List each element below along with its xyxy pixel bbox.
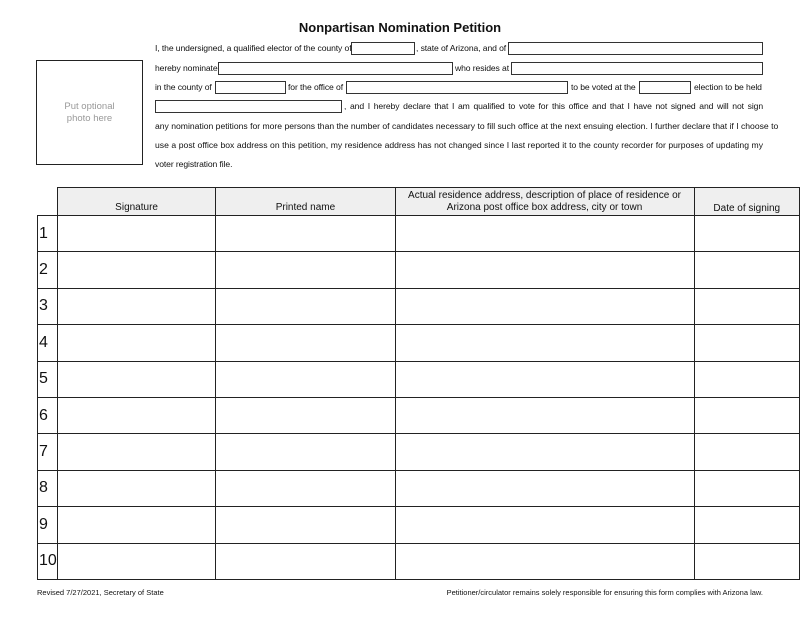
address-cell[interactable]	[395, 361, 694, 397]
page-title: Nonpartisan Nomination Petition	[298, 20, 502, 35]
date-cell[interactable]	[694, 252, 799, 288]
date-cell[interactable]	[694, 434, 799, 470]
table-row	[38, 397, 800, 433]
statement-text: who resides at	[455, 63, 510, 73]
header-address: Actual residence address, description of place of residence or Arizona post office box address, city or town	[395, 188, 694, 216]
nominee-name-field[interactable]	[218, 62, 453, 75]
printed-name-cell[interactable]	[216, 361, 395, 397]
row-number: 9	[38, 507, 58, 543]
elector-city-field[interactable]	[508, 42, 763, 55]
statement-text: election to be held	[694, 82, 762, 92]
signature-cell[interactable]	[57, 543, 216, 579]
table-row	[38, 470, 800, 506]
address-cell[interactable]	[395, 470, 694, 506]
row-number: 6	[38, 397, 58, 433]
statement-text: , and I hereby declare that I am qualified to vote for this office and that I have not signed and will not sign	[344, 101, 763, 111]
election-date-field[interactable]	[155, 100, 342, 113]
printed-name-cell[interactable]	[216, 252, 395, 288]
office-field[interactable]	[346, 81, 568, 94]
header-date: Date of signing	[694, 188, 799, 216]
table-row	[38, 325, 800, 361]
nominee-residence-field[interactable]	[511, 62, 763, 75]
address-cell[interactable]	[395, 434, 694, 470]
table-row	[38, 216, 800, 252]
row-number: 7	[38, 434, 58, 470]
signature-cell[interactable]	[57, 397, 216, 433]
statement-text: use a post office box address on this petition, my residence address has not changed since I last reported it to the county recorder for purposes of updating my	[155, 140, 763, 150]
table-row	[38, 434, 800, 470]
table-row	[38, 361, 800, 397]
signature-cell[interactable]	[57, 507, 216, 543]
printed-name-cell[interactable]	[216, 434, 395, 470]
row-number: 2	[38, 252, 58, 288]
election-type-field[interactable]	[639, 81, 691, 94]
date-cell[interactable]	[694, 543, 799, 579]
signature-table	[37, 187, 800, 580]
photo-placeholder[interactable]	[36, 60, 143, 165]
date-cell[interactable]	[694, 288, 799, 324]
statement-text: any nomination petitions for more persons than the number of candidates necessary to fill such office at the next ensuing election. I further declare that if I choose to	[155, 121, 779, 131]
statement-text: voter registration file.	[155, 159, 233, 169]
revision-note: Revised 7/27/2021, Secretary of State	[37, 588, 164, 597]
printed-name-cell[interactable]	[216, 507, 395, 543]
statement-text: for the office of	[288, 82, 343, 92]
printed-name-cell[interactable]	[216, 325, 395, 361]
signature-cell[interactable]	[57, 325, 216, 361]
table-row	[38, 507, 800, 543]
date-cell[interactable]	[694, 507, 799, 543]
photo-placeholder-text: Put optional photo here	[64, 100, 115, 124]
signature-cell[interactable]	[57, 216, 216, 252]
address-cell[interactable]	[395, 325, 694, 361]
statement-text: hereby nominate	[155, 63, 218, 73]
signature-cell[interactable]	[57, 470, 216, 506]
header-printed-name: Printed name	[216, 188, 395, 216]
address-cell[interactable]	[395, 507, 694, 543]
header-signature: Signature	[57, 188, 216, 216]
table-row	[38, 288, 800, 324]
address-cell[interactable]	[395, 252, 694, 288]
address-cell[interactable]	[395, 288, 694, 324]
row-number: 8	[38, 470, 58, 506]
date-cell[interactable]	[694, 325, 799, 361]
row-number: 10	[38, 543, 58, 579]
row-number: 4	[38, 325, 58, 361]
row-number: 5	[38, 361, 58, 397]
table-header-row	[38, 188, 800, 216]
table-row	[38, 543, 800, 579]
address-cell[interactable]	[395, 216, 694, 252]
date-cell[interactable]	[694, 361, 799, 397]
row-number: 3	[38, 288, 58, 324]
nominee-county-field[interactable]	[215, 81, 286, 94]
printed-name-cell[interactable]	[216, 543, 395, 579]
printed-name-cell[interactable]	[216, 470, 395, 506]
row-number: 1	[38, 216, 58, 252]
statement-text: in the county of	[155, 82, 212, 92]
signature-cell[interactable]	[57, 434, 216, 470]
address-cell[interactable]	[395, 543, 694, 579]
elector-county-field[interactable]	[351, 42, 415, 55]
signature-cell[interactable]	[57, 361, 216, 397]
statement-text: , state of Arizona, and of	[416, 43, 507, 53]
number-header	[38, 188, 58, 216]
statement-text: I, the undersigned, a qualified elector of the county of	[155, 43, 352, 53]
table-row	[38, 252, 800, 288]
printed-name-cell[interactable]	[216, 288, 395, 324]
date-cell[interactable]	[694, 397, 799, 433]
disclaimer-note: Petitioner/circulator remains solely responsible for ensuring this form complies with Arizona law.	[446, 588, 763, 597]
printed-name-cell[interactable]	[216, 397, 395, 433]
signature-cell[interactable]	[57, 288, 216, 324]
date-cell[interactable]	[694, 470, 799, 506]
statement-text: to be voted at the	[571, 82, 636, 92]
address-cell[interactable]	[395, 397, 694, 433]
date-cell[interactable]	[694, 216, 799, 252]
printed-name-cell[interactable]	[216, 216, 395, 252]
signature-cell[interactable]	[57, 252, 216, 288]
